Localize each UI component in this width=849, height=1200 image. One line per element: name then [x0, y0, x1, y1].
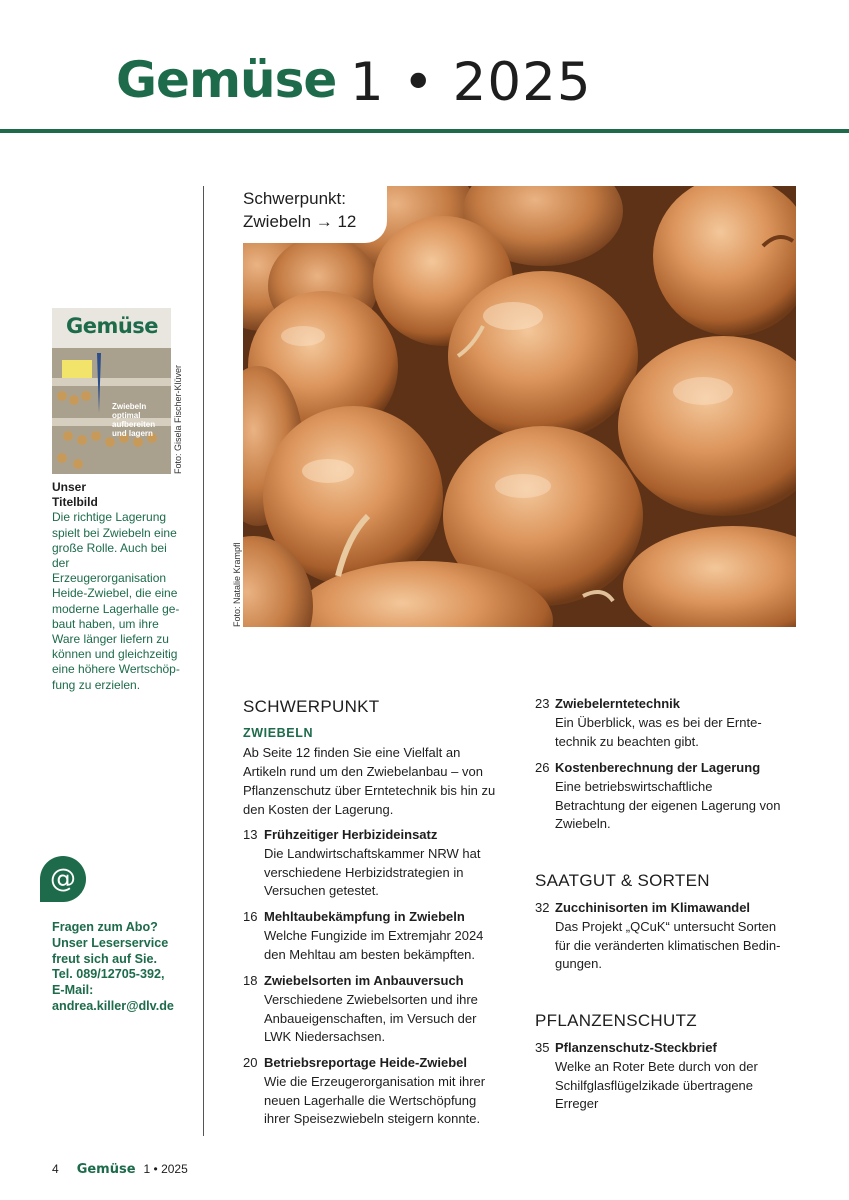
toc-entry-description [264, 845, 481, 901]
schwerpunkt-tag[interactable] [243, 186, 387, 243]
at-icon [40, 856, 86, 902]
toc-page-number: 32 [535, 900, 550, 915]
desc-line: Die Landwirtschaftskammer NRW hat [264, 846, 481, 861]
intro-line: Pflanzenschutz über Erntetechnik bis hin zu [243, 783, 496, 798]
desc-line: Welche Fungizide im Extremjahr 2024 [264, 928, 484, 943]
page-number: 4 [52, 1162, 59, 1176]
toc-entry-description [555, 918, 780, 974]
service-line: Fragen zum Abo? [52, 920, 158, 934]
desc-line: Das Projekt „QCuK“ untersucht Sorten [555, 919, 777, 934]
toc-entry-description [264, 1073, 485, 1129]
toc-entry-title: Zucchinisorten im Klimawandel [555, 900, 751, 915]
desc-line: für die veränderten klimatischen Bedin- [555, 937, 781, 953]
cover-logo: Gemüse [66, 314, 159, 338]
toc-page-number: 18 [243, 973, 258, 988]
schwerpunkt-intro [243, 743, 523, 819]
section-title-saatgut: SAATGUT & SORTEN [535, 871, 710, 890]
toc-entry[interactable] [243, 908, 523, 964]
intro-line: den Kosten der Lagerung. [243, 802, 394, 817]
service-line: E-Mail: [52, 983, 94, 998]
hero-photo-credit: Foto: Natalie Krampfl [232, 542, 242, 627]
service-phone[interactable]: Tel. 089/12705-392, [52, 967, 165, 982]
service-line: freut sich auf Sie. [52, 951, 157, 966]
toc-entry-description [555, 1058, 758, 1114]
service-line: Unser Leserservice [52, 935, 169, 950]
toc-entry[interactable] [535, 759, 815, 834]
cover-caption [52, 480, 182, 693]
intro-line: Artikeln rund um den Zwiebelanbau – von [243, 764, 483, 779]
toc-page-number: 35 [535, 1040, 550, 1055]
desc-line: Verschiedene Zwiebelsorten und ihre [264, 992, 478, 1007]
toc-page-number: 26 [535, 760, 550, 775]
schwerpunkt-tag-link: Zwiebeln → 12 [243, 212, 357, 231]
toc-entry-title: Zwiebelsorten im Anbauversuch [264, 973, 464, 988]
desc-line: neuen Lagerhalle die Wertschöpfung [264, 1092, 477, 1108]
desc-line: ihrer Speisezwiebeln steigern konnte. [264, 1111, 481, 1126]
footer-logo: Gemüse [76, 1161, 136, 1177]
desc-line: Zwiebeln. [555, 816, 611, 831]
desc-line: Schilfglasflügelzikade übertragene [555, 1077, 754, 1093]
toc-entry-description [555, 714, 762, 751]
desc-line: den Mehltau am besten bekämpften. [264, 946, 476, 962]
service-email-link[interactable]: andrea.killer@dlv.de [52, 998, 174, 1013]
hero-onion-photo [243, 186, 796, 627]
toc-entry[interactable] [535, 695, 815, 751]
toc-entry[interactable] [243, 972, 523, 1047]
caption-heading-line1: Unser [52, 480, 87, 494]
toc-entry[interactable] [535, 1039, 815, 1114]
toc-entry-description [555, 778, 781, 834]
toc-entry-title: Zwiebelerntetechnik [555, 696, 680, 711]
desc-line: Betrachtung der eigenen Lagerung von [555, 797, 781, 813]
column-divider [203, 186, 204, 1136]
desc-line: Eine betriebswirtschaftliche [555, 779, 713, 794]
toc-page-number: 20 [243, 1055, 258, 1070]
at-symbol: @ [50, 864, 76, 894]
toc-entry-description [264, 927, 483, 964]
intro-line: Ab Seite 12 finden Sie eine Vielfalt an [243, 745, 461, 760]
desc-line: Welke an Roter Bete durch von der [555, 1059, 758, 1074]
toc-entry-title: Pflanzenschutz-Steckbrief [555, 1040, 717, 1055]
toc-entry[interactable] [535, 899, 815, 974]
desc-line: Wie die Erzeugerorganisation mit ihrer [264, 1074, 486, 1089]
cover-headline: Zwiebeln optimal aufbereiten und lagern [112, 402, 156, 438]
toc-entry-description [264, 991, 478, 1047]
desc-line: Ein Überblick, was es bei der Ernte- [555, 715, 762, 730]
toc-entry-title: Frühzeitiger Herbizideinsatz [264, 827, 438, 842]
desc-line: LWK Niedersachsen. [264, 1029, 386, 1044]
toc-page-number: 13 [243, 827, 258, 842]
desc-line: Versuchen getestet. [264, 883, 379, 898]
header-rule [0, 129, 849, 133]
desc-line: gungen. [555, 956, 602, 971]
subsection-title-zwiebeln: ZWIEBELN [243, 726, 314, 740]
toc-entry[interactable] [243, 826, 523, 901]
footer-issue: 1 • 2025 [143, 1162, 188, 1176]
subscription-service-info [52, 920, 192, 1015]
gemuese-logo: Gemüse [116, 51, 337, 109]
caption-heading-line2: Titelbild [52, 495, 98, 510]
toc-entry[interactable] [243, 1054, 523, 1129]
page-footer [52, 1161, 188, 1177]
section-title-pflanzenschutz: PFLANZENSCHUTZ [535, 1011, 697, 1030]
toc-entry-title: Betriebsreportage Heide-Zwiebel [264, 1055, 467, 1070]
toc-page-number: 16 [243, 909, 258, 924]
masthead-logo [116, 50, 336, 110]
desc-line: verschiedene Herbizidstrategien in [264, 864, 464, 880]
desc-line: technik zu beachten gibt. [555, 733, 699, 749]
schwerpunkt-tag-label: Schwerpunkt: [243, 189, 346, 208]
cover-thumbnail [52, 308, 171, 474]
desc-line: Erreger [555, 1096, 599, 1111]
cover-photo-credit: Foto: Gisela Fischer-Klüver [173, 364, 183, 474]
caption-body: Die richtige Lagerung spielt bei Zwiebeln eine große Rolle. Auch bei der Erzeugerorganisation Heide-Zwiebel, die eine moderne Lagerhalle ge-baut haben, um ihre Ware länger liefern zu können und gleichzeitig eine höhere Wertschöp-fung zu erzielen. [52, 510, 180, 692]
toc-entry-title: Mehltaubekämpfung in Zwiebeln [264, 909, 465, 924]
section-title-schwerpunkt: SCHWERPUNKT [243, 697, 380, 716]
toc-page-number: 23 [535, 696, 550, 711]
desc-line: Anbaueigenschaften, im Versuch der [264, 1010, 477, 1026]
toc-entry-title: Kostenberechnung der Lagerung [555, 760, 761, 775]
issue-number: 1 • 2025 [350, 52, 592, 113]
